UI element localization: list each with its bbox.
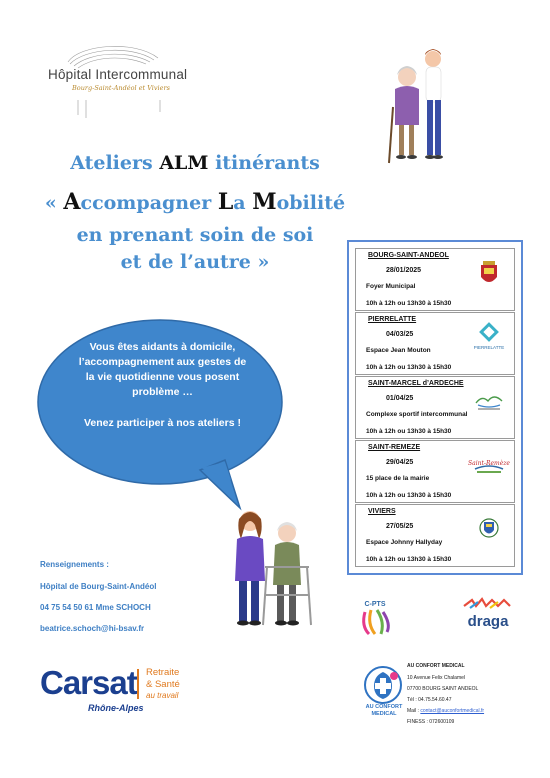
- svg-text:draga: draga: [467, 613, 509, 630]
- bubble-call-to-action: Venez participer à nos ateliers !: [84, 417, 241, 429]
- carsat-logo: Carsat: [40, 664, 137, 701]
- acm-name: AU CONFORT MEDICAL: [407, 663, 465, 669]
- caregiver-elderly-illustration: [385, 45, 455, 170]
- entry-place: Foyer Municipal: [366, 283, 416, 290]
- acm-mail-link[interactable]: contact@auconfortmedical.fr: [420, 708, 485, 714]
- entry-date: 28/01/2025: [386, 267, 422, 274]
- entry-place: 15 place de la mairie: [366, 475, 430, 482]
- schedule-entry: [355, 504, 515, 567]
- acm-address-1: 10 Avenue Felix Chalamel: [407, 675, 465, 681]
- page-title: Ateliers ALM itinérants: [70, 152, 320, 174]
- svg-text:PIERRELATTE: PIERRELATTE: [473, 345, 505, 350]
- hospital-subtitle: Bourg-Saint-Andéol et Viviers: [72, 84, 170, 92]
- subtitle-line-2: en prenant soin de soi: [76, 224, 314, 246]
- entry-place: Espace Jean Mouton: [366, 347, 431, 354]
- entry-date: 04/03/25: [386, 331, 414, 338]
- contact-email[interactable]: beatrice.schoch@hi-bsav.fr: [40, 624, 145, 633]
- saint-remeze-logo: [468, 453, 510, 479]
- entry-hours: 10h à 12h ou 13h30 à 15h30: [366, 556, 452, 563]
- carsat-region: Rhône-Alpes: [88, 703, 144, 713]
- acm-address-2: 07700 BOURG SAINT ANDEOL: [407, 686, 479, 692]
- bubble-message: Vous êtes aidants à domicile, l’accompagnement aux gestes de la vie quotidienne vous posent problème …: [78, 341, 247, 398]
- carsat-tagline-2: & Santé: [146, 679, 180, 690]
- info-label: Renseignements :: [40, 560, 109, 569]
- svg-text:C-PTS: C-PTS: [364, 601, 386, 608]
- contact-hospital: Hôpital de Bourg-Saint-Andéol: [40, 582, 157, 591]
- carsat-divider: [137, 669, 139, 699]
- draga-logo: [458, 596, 518, 634]
- au-confort-medical-logo: [362, 664, 404, 706]
- acm-phone: Tél : 04.75.54.60.47: [407, 697, 452, 703]
- entry-place: Complexe sportif intercommunal: [366, 411, 468, 418]
- schedule-entry: [355, 248, 515, 311]
- entry-hours: 10h à 12h ou 13h30 à 15h30: [366, 428, 452, 435]
- pierrelatte-logo: [472, 325, 506, 351]
- entry-hours: 10h à 12h ou 13h30 à 15h30: [366, 492, 452, 499]
- saint-marcel-logo: [472, 389, 506, 415]
- entry-date: 01/04/25: [386, 395, 414, 402]
- acm-caption-2: MEDICAL: [371, 711, 397, 717]
- schedule-entry: [355, 440, 515, 503]
- hospital-name: Hôpital Intercommunal: [48, 67, 188, 82]
- entry-town: SAINT-REMEZE: [368, 444, 421, 451]
- title-highlight: ALM: [159, 152, 209, 174]
- acm-mail: Mail : contact@auconfortmedical.fr: [407, 708, 485, 714]
- entry-town: VIVIERS: [368, 508, 396, 515]
- acm-finess: FINESS : 072600109: [407, 719, 455, 725]
- carsat-tagline-3: au travail: [146, 691, 179, 700]
- subtitle-line-3: et de l’autre »: [120, 251, 270, 273]
- entry-date: 27/05/25: [386, 523, 414, 530]
- cpts-logo: [355, 596, 395, 638]
- contact-phone[interactable]: 04 75 54 50 61 Mme SCHOCH: [40, 603, 151, 612]
- coat-of-arms-icon: [472, 261, 506, 287]
- entry-hours: 10h à 12h ou 13h30 à 15h30: [366, 364, 452, 371]
- acm-caption-1: AU CONFORT: [365, 704, 403, 710]
- schedule-panel: [347, 240, 523, 575]
- schedule-entry: [355, 312, 515, 375]
- subtitle-line-1: « Accompagner La Mobilité: [44, 189, 346, 215]
- entry-town: SAINT-MARCEL d’ARDECHE: [368, 380, 464, 387]
- entry-hours: 10h à 12h ou 13h30 à 15h30: [366, 300, 452, 307]
- entry-town: PIERRELATTE: [368, 316, 417, 323]
- walker-assistance-illustration: [205, 505, 335, 630]
- schedule-entry: [355, 376, 515, 439]
- entry-town: BOURG-SAINT-ANDEOL: [368, 252, 449, 259]
- entry-date: 29/04/25: [386, 459, 414, 466]
- viviers-crest-icon: [472, 517, 506, 543]
- entry-place: Espace Johnny Hallyday: [366, 539, 443, 546]
- carsat-tagline-1: Retraite: [146, 667, 180, 678]
- svg-text:Saint-Remèze: Saint-Remèze: [468, 460, 510, 467]
